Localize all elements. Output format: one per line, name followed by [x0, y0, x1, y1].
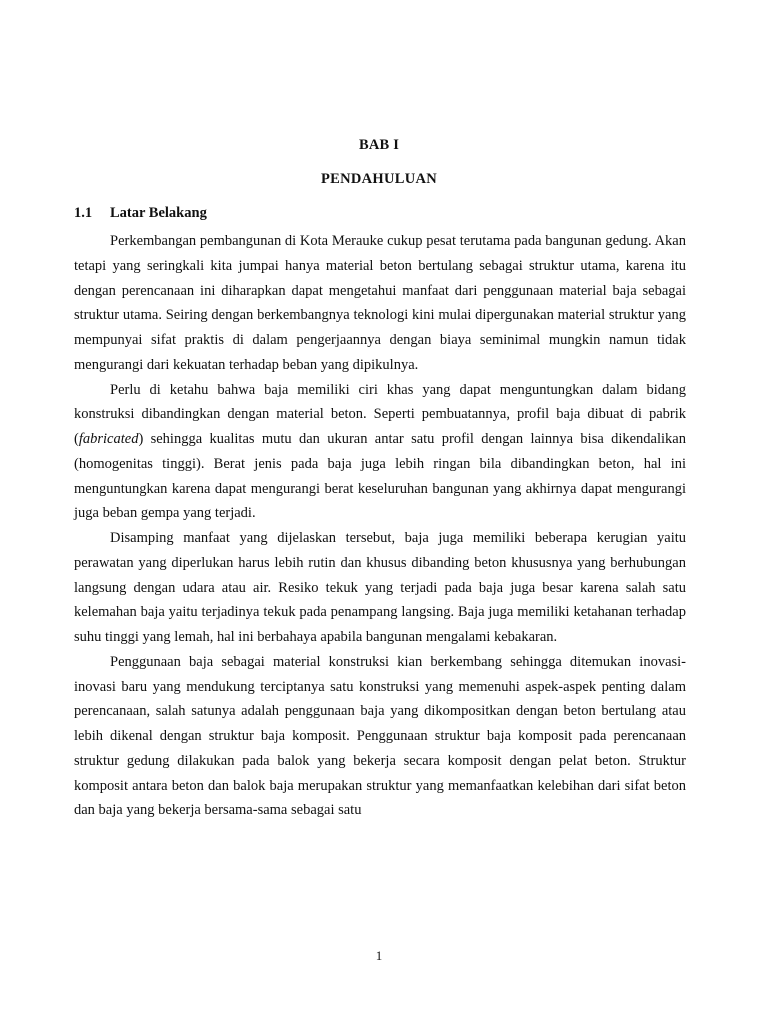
- body-text: [74, 229, 686, 823]
- section-title: Latar Belakang: [110, 205, 207, 221]
- paragraph: Disamping manfaat yang dijelaskan tersebut, baja juga memiliki beberapa kerugian yaitu perawatan yang diperlukan harus lebih rutin dan khusus dibanding beton khususnya yang berhubungan langsung dengan udara atau air. Resiko tekuk yang terjadi pada baja juga besar karena salah satu kelemahan baja yaitu terjadinya tekuk pada penampang langsing. Baja juga memiliki ketahanan terhadap suhu tinggi yang lemah, hal ini berbahaya apabila bangunan mengalami kebakaran.: [74, 530, 686, 645]
- paragraph: Perkembangan pembangunan di Kota Merauke cukup pesat terutama pada bangunan gedung. Akan tetapi yang seringkali kita jumpai hanya material beton bertulang sebagai struktur utama, karena itu dengan perencanaan ini diharapkan dapat mengetahui manfaat dari penggunaan material baja sebagai struktur utama. Seiring dengan berkembangnya teknologi kini mulai dipergunakan material struktur yang mempunyai sifat praktis di dalam pengerjaannya dengan biaya seminimal mungkin namun tidak mengurangi dari kekuatan terhadap beban yang dipikulnya.: [74, 233, 686, 373]
- chapter-number: BAB I: [358, 137, 400, 153]
- section-number: 1.1: [74, 205, 93, 221]
- section-heading: [74, 205, 207, 222]
- paragraph: [74, 378, 686, 527]
- paragraph-text: Perlu di ketahu bahwa baja memiliki ciri khas yang dapat menguntungkan dalam bidang konstruksi dibandingkan dengan material beton. Seperti pembuatannya, profil baja dibuat di pabrik (: [74, 381, 686, 447]
- page-number: 1: [375, 948, 383, 963]
- paragraph: Penggunaan baja sebagai material konstruksi kian berkembang sehingga ditemukan inovasi-inovasi baru yang mendukung terciptanya satu konstruksi yang memenuhi aspek-aspek penting dalam perencanaan, salah satunya adalah penggunaan baja yang dikompositkan dengan beton bertulang atau lebih dikenal dengan struktur baja komposit. Penggunaan struktur baja komposit pada perencanaan struktur gedung dilakukan pada balok yang bekerja secara komposit dengan pelat beton. Struktur komposit antara beton dan balok baja merupakan struktur yang memanfaatkan kelebihan dari sifat beton dan baja yang bekerja bersama-sama sebagai satu: [74, 653, 686, 819]
- paragraph-text: ) sehingga kualitas mutu dan ukuran antar satu profil dengan lainnya bisa dikendalikan (homogenitas tinggi). Berat jenis pada baja juga lebih ringan bila dibandingkan beton, hal ini menguntungkan karena dapat mengurangi berat keseluruhan bangunan yang akhirnya dapat mengurangi juga beban gempa yang terjadi.: [74, 431, 686, 522]
- italic-term: fabricated: [78, 431, 139, 447]
- chapter-title: PENDAHULUAN: [320, 171, 438, 187]
